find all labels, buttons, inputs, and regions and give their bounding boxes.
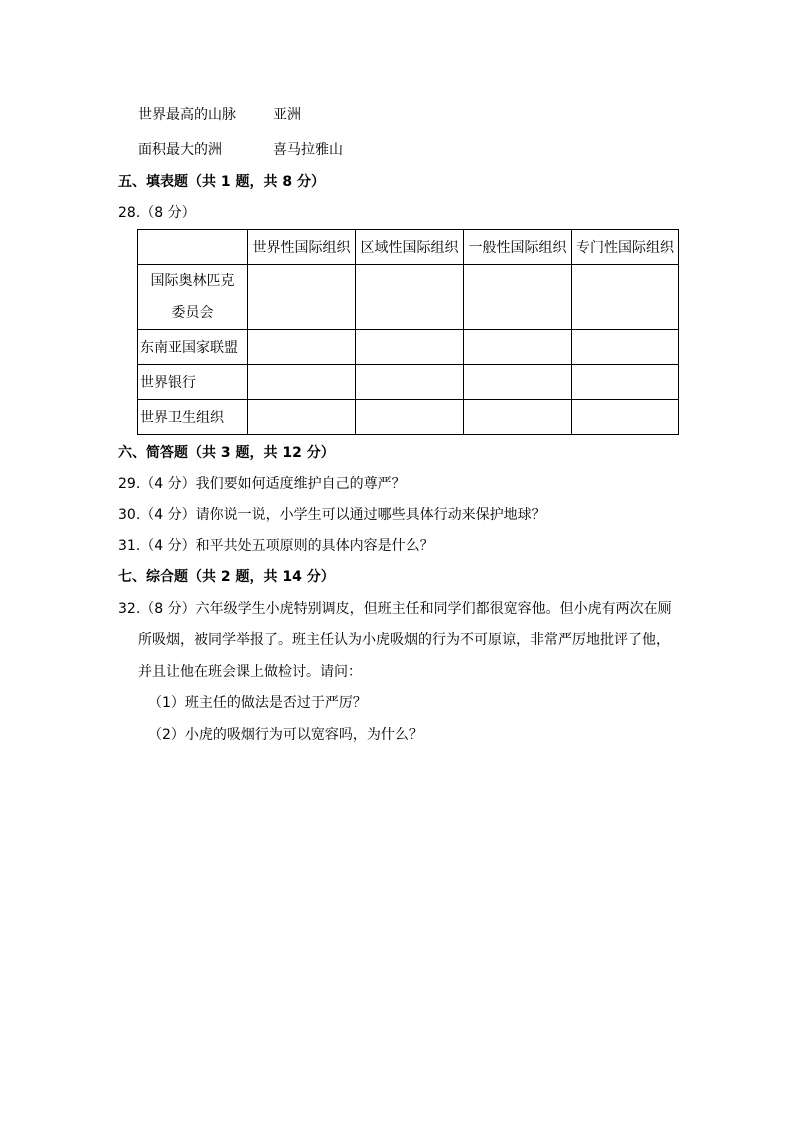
table-row <box>138 365 679 400</box>
table-header-cell: 世界性国际组织 <box>248 230 356 265</box>
table-answer-cell[interactable] <box>248 365 356 400</box>
table-answer-cell[interactable] <box>464 265 572 330</box>
table-header-cell: 专门性国际组织 <box>572 230 679 265</box>
question-32-line-1: 32.（8 分）六年级学生小虎特别调皮，但班主任和同学们都很宽容他。但小虎有两次在厕 <box>118 601 672 617</box>
table-answer-cell[interactable] <box>356 400 464 435</box>
match-right-item-2: 喜马拉雅山 <box>273 142 343 158</box>
match-left-item-1: 世界最高的山脉 <box>138 107 236 123</box>
table-answer-cell[interactable] <box>572 365 679 400</box>
table-row-label: 东南亚国家联盟 <box>138 330 248 365</box>
question-32-line-3: 并且让他在班会课上做检讨。请问： <box>138 664 362 680</box>
table-answer-cell[interactable] <box>248 265 356 330</box>
table-row-label <box>138 265 248 330</box>
table-row-label: 世界银行 <box>138 365 248 400</box>
question-32-line-2: 所吸烟，被同学举报了。班主任认为小虎吸烟的行为不可原谅，非常严厉地批评了他， <box>138 632 670 648</box>
question-30: 30.（4 分）请你说一说，小学生可以通过哪些具体行动来保护地球？ <box>118 507 546 523</box>
section-6-heading: 六、简答题（共 3 题，共 12 分） <box>118 445 335 461</box>
table-row-label: 世界卫生组织 <box>138 400 248 435</box>
match-right-item-1: 亚洲 <box>273 107 301 123</box>
table-header-row <box>138 230 679 265</box>
match-left-item-2: 面积最大的洲 <box>138 142 222 158</box>
question-31: 31.（4 分）和平共处五项原则的具体内容是什么？ <box>118 538 434 554</box>
table-row-label-text: 国际奥林匹克委员会 <box>150 273 235 321</box>
question-32-sub-1: （1）班主任的做法是否过于严厉？ <box>148 695 367 711</box>
table-header-cell: 区域性国际组织 <box>356 230 464 265</box>
table-row <box>138 265 679 330</box>
table-answer-cell[interactable] <box>572 400 679 435</box>
table-answer-cell[interactable] <box>356 330 464 365</box>
table-row <box>138 330 679 365</box>
table-answer-cell[interactable] <box>464 400 572 435</box>
table-answer-cell[interactable] <box>356 365 464 400</box>
table-answer-cell[interactable] <box>572 265 679 330</box>
section-7-heading: 七、综合题（共 2 题，共 14 分） <box>118 569 335 585</box>
question-29: 29.（4 分）我们要如何适度维护自己的尊严？ <box>118 476 406 492</box>
table-answer-cell[interactable] <box>248 400 356 435</box>
table-corner-cell <box>138 230 248 265</box>
question-32-sub-2: （2）小虎的吸烟行为可以宽容吗，为什么？ <box>148 727 423 743</box>
question-28: 28.（8 分） <box>118 205 196 221</box>
table-answer-cell[interactable] <box>248 330 356 365</box>
table-answer-cell[interactable] <box>464 330 572 365</box>
table-row <box>138 400 679 435</box>
table-answer-cell[interactable] <box>464 365 572 400</box>
fill-in-table <box>137 229 679 435</box>
section-5-heading: 五、填表题（共 1 题，共 8 分） <box>118 174 325 190</box>
table-answer-cell[interactable] <box>356 265 464 330</box>
table-header-cell: 一般性国际组织 <box>464 230 572 265</box>
table-answer-cell[interactable] <box>572 330 679 365</box>
